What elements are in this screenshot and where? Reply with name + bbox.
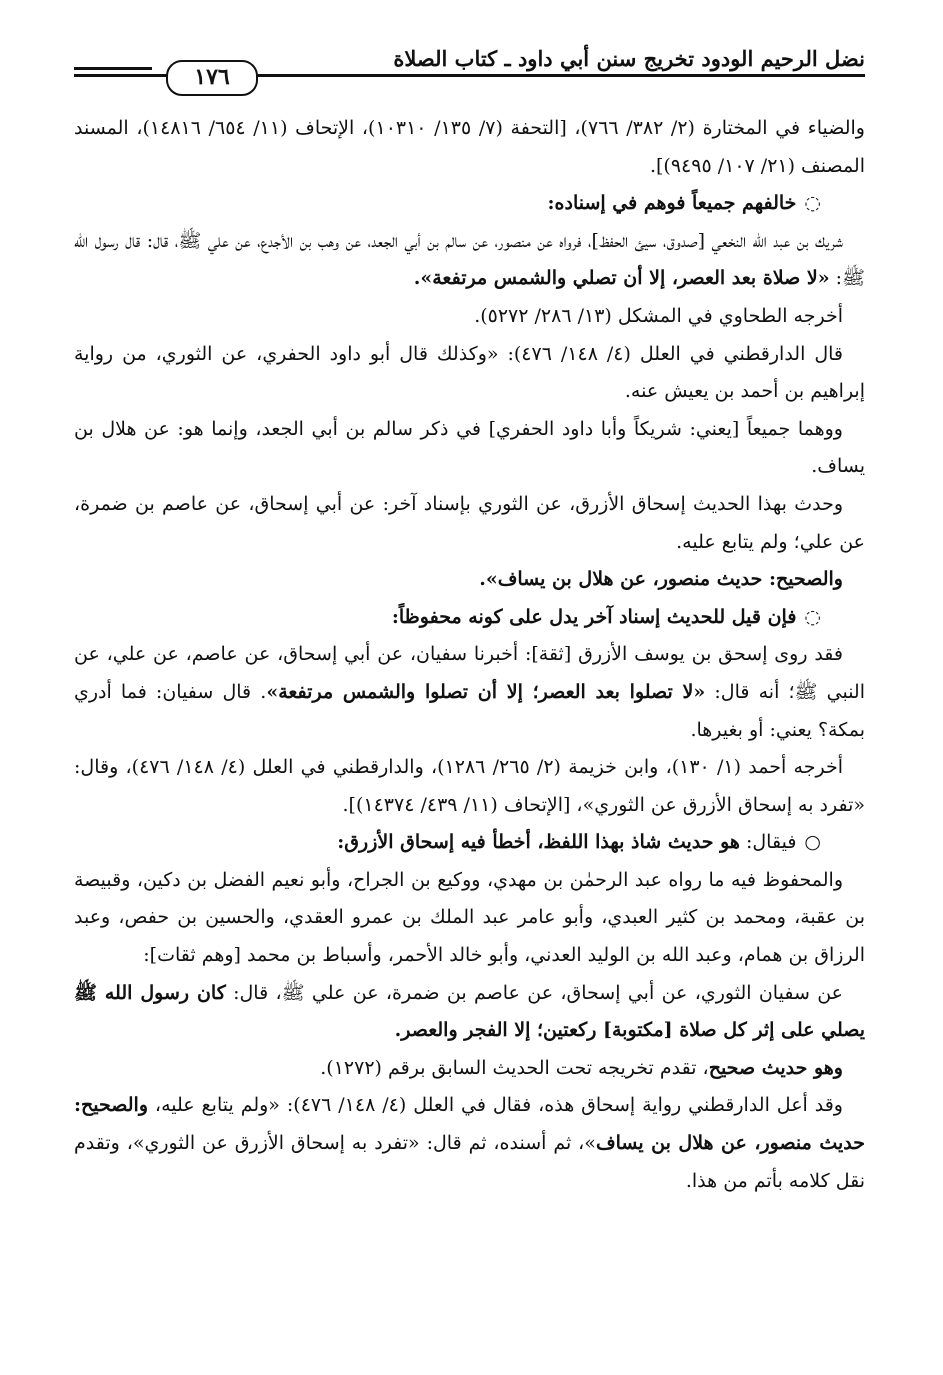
bullet-icon: ◌ — [804, 192, 821, 215]
paragraph-ishaq-azraq: وحدث بهذا الحديث إسحاق الأزرق، عن الثوري بإسناد آخر: عن أبي إسحاق، عن عاصم بن ضمرة، عن علي؛ ولم يتابع عليه. — [74, 492, 865, 553]
section-heading-objection: ◌فإن قيل للحديث إسناد آخر يدل على كونه محفوظاً: — [74, 599, 865, 637]
page-body — [74, 110, 865, 1200]
paragraph-sharik-narration: شريك بن عبد الله النخعي [صدوق، سيئ الحفظ]، فرواه عن منصور، عن سالم بن أبي الجعد، عن وهب بن الأجدع، عن علي ﷺ، قال: قال رسول الله ﷺ: «لا صلاة بعد العصر، إلا أن تصلي والشمس مرتفعة». — [74, 229, 865, 290]
bullet-icon: ◌ — [804, 605, 821, 628]
paragraph-citation-continuation: والضياء في المختارة (٢/ ٣٨٢/ ٧٦٦)، [التحفة (٧/ ١٣٥/ ١٠٣١٠)، الإتحاف (١١/ ٦٥٤/ ١٤٨١٦)، المسند المصنف (٢١/ ١٠٧/ ٩٤٩٥)]. — [74, 117, 865, 177]
paragraph-response: ○فيقال: هو حديث شاذ بهذا اللفظ، أخطأ فيه إسحاق الأزرق: — [74, 824, 865, 862]
paragraph-daraqutni-illah: وقد أعل الدارقطني رواية إسحاق هذه، فقال في العلل (٤/ ١٤٨/ ٤٧٦): «ولم يتابع عليه، والصحيح: حديث منصور، عن هلال بن يساف»، ثم أسنده، ثم قال: «تفرد به إسحاق الأزرق عن الثوري»، وتقدم نقل كلامه بأتم من هذا. — [74, 1094, 865, 1192]
header-decoration-lines — [74, 67, 152, 85]
section-heading-contradiction: ◌خالفهم جميعاً فوهم في إسناده: — [74, 185, 865, 223]
paragraph-sahih: والصحيح: حديث منصور، عن هلال بن يساف». — [479, 568, 843, 591]
paragraph-daraqutni-quote: قال الدارقطني في العلل (٤/ ١٤٨/ ٤٧٦): «وكذلك قال أبو داود الحفري، عن الثوري، من رواية إبراهيم بن أحمد بن يعيش عنه. — [74, 342, 865, 403]
hadith-text: «لا تصلوا بعد العصر؛ إلا أن تصلوا والشمس مرتفعة» — [266, 680, 706, 703]
paragraph-wahm: ووهما جميعاً [يعني: شريكاً وأبا داود الحفري] في ذكر سالم بن أبي الجعد، وإنما هو: عن هلال بن يساف. — [74, 417, 865, 478]
page-header — [74, 40, 865, 110]
hadith-text: كان رسول الله ﷺ يصلي على إثر كل صلاة [مكتوبة] ركعتين؛ إلا الفجر والعصر. — [74, 981, 865, 1042]
paragraph-sufyan-narration: عن سفيان الثوري، عن أبي إسحاق، عن عاصم بن ضمرة، عن علي ﷺ، قال: كان رسول الله ﷺ يصلي على إثر كل صلاة [مكتوبة] ركعتين؛ إلا الفجر والعصر. — [74, 981, 865, 1042]
hadith-text: «لا صلاة بعد العصر، إلا أن تصلي والشمس مرتفعة». — [413, 267, 830, 290]
open-bullet-icon: ○ — [804, 831, 821, 854]
running-title: نضل الرحيم الودود تخريج سنن أبي داود ـ كتاب الصلاة — [393, 46, 865, 71]
paragraph-mahfuz: والمحفوظ فيه ما رواه عبد الرحمٰن بن مهدي، ووكيع بن الجراح، وأبو نعيم الفضل بن دكين، وقبيصة بن عقبة، ومحمد بن كثير العبدي، وأبو عامر عبد الملك بن عمرو العقدي، والحسين بن حفص، وعبد الرزاق بن همام، وعبد الله بن الوليد العدني، وأبو خالد الأحمر، وأسباط بن محمد [وهم ثقات]: — [74, 868, 865, 967]
paragraph-ishaq-yusuf: فقد روى إسحق بن يوسف الأزرق [ثقة]: أخبرنا سفيان، عن أبي إسحاق، عن عاصم، عن علي، عن النبي ﷺ؛ أنه قال: «لا تصلوا بعد العصر؛ إلا أن تصلوا والشمس مرتفعة». قال سفيان: فما أدري بمكة؟ يعني: أو بغيرها. — [74, 643, 865, 741]
paragraph-tahawi: أخرجه الطحاوي في المشكل (١٣/ ٢٨٦/ ٥٢٧٢). — [474, 304, 843, 327]
paragraph-hadith-sahih: وهو حديث صحيح، تقدم تخريجه تحت الحديث السابق برقم (١٢٧٢). — [320, 1056, 843, 1079]
paragraph-takhrij-ahmad: أخرجه أحمد (١/ ١٣٠)، وابن خزيمة (٢/ ٢٦٥/ ١٢٨٦)، والدارقطني في العلل (٤/ ١٤٨/ ٤٧٦)، وقال: «تفرد به إسحاق الأزرق عن الثوري»، [الإتحاف (١١/ ٤٣٩/ ١٤٣٧٤)]. — [74, 756, 865, 816]
page-number: ١٧٦ — [166, 60, 258, 96]
